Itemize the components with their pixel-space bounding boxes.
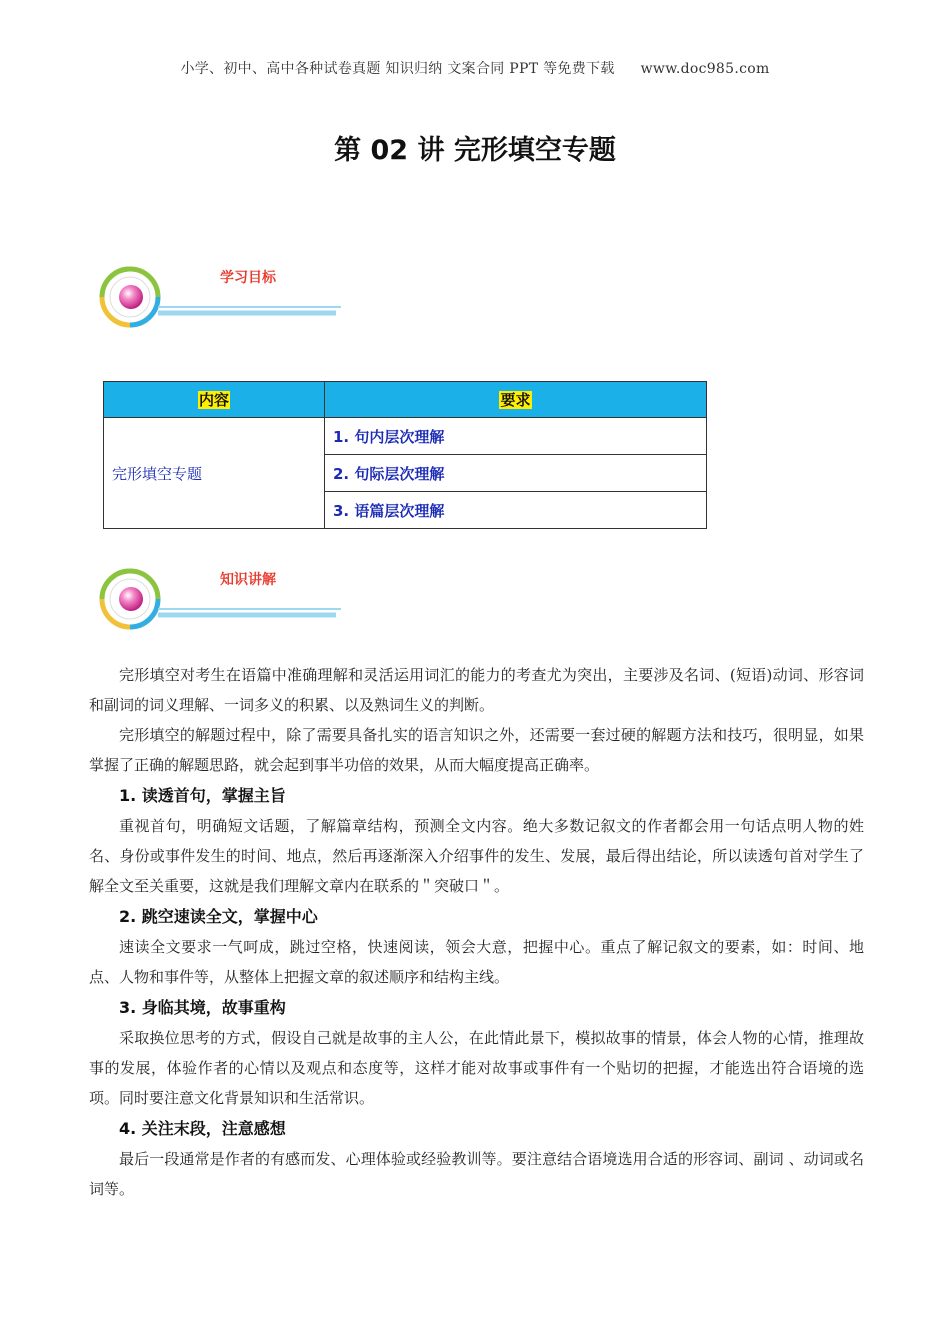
item-paragraph: 采取换位思考的方式，假设自己就是故事的主人公，在此情此景下，模拟故事的情景，体会人物的心情，推理故事的发展，体验作者的心情以及观点和态度等，这样才能对故事或事件有一个贴切的把握，才能选出符合语境的选项。同时要注意文化背景知识和生活常识。 bbox=[89, 1029, 864, 1107]
table-requirement-cell: 1. 句内层次理解 bbox=[325, 418, 707, 455]
table-header-row bbox=[104, 382, 707, 418]
header-text: 小学、初中、高中各种试卷真题 知识归纳 文案合同 PPT 等免费下载 bbox=[180, 61, 615, 77]
section-banner-knowledge bbox=[98, 565, 348, 635]
table-requirement-cell: 2. 句际层次理解 bbox=[325, 455, 707, 492]
table-row bbox=[104, 418, 707, 455]
page-title: 第 02 讲 完形填空专题 bbox=[334, 135, 616, 166]
page-header bbox=[0, 58, 950, 78]
item-heading: 3. 身临其境，故事重构 bbox=[119, 998, 286, 1017]
section-label-knowledge: 知识讲解 bbox=[220, 572, 276, 588]
table-requirement-cell: 3. 语篇层次理解 bbox=[325, 492, 707, 529]
intro-paragraph: 完形填空对考生在语篇中准确理解和灵活运用词汇的能力的考查尤为突出，主要涉及名词、(短语)动词、形容词和副词的词义理解、一词多义的积累、以及熟词生义的判断。 bbox=[89, 666, 864, 714]
intro-paragraph: 完形填空的解题过程中，除了需要具备扎实的语言知识之外，还需要一套过硬的解题方法和技巧，很明显，如果掌握了正确的解题思路，就会起到事半功倍的效果，从而大幅度提高正确率。 bbox=[89, 726, 864, 774]
section-label-goals: 学习目标 bbox=[220, 270, 276, 286]
item-paragraph: 最后一段通常是作者的有感而发、心理体验或经验教训等。要注意结合语境选用合适的形容词、副词 、动词或名词等。 bbox=[89, 1150, 864, 1198]
item-heading: 4. 关注末段，注意感想 bbox=[119, 1119, 286, 1138]
item-paragraph: 重视首句，明确短文话题，了解篇章结构，预测全文内容。绝大多数记叙文的作者都会用一句话点明人物的姓名、身份或事件发生的时间、地点，然后再逐渐深入介绍事件的发生、发展，最后得出结论，所以读透句首对学生了解全文至关重要，这就是我们理解文章内在联系的＂突破口＂。 bbox=[89, 817, 864, 895]
item-heading: 1. 读透首句，掌握主旨 bbox=[119, 786, 286, 805]
section-banner-goals bbox=[98, 263, 348, 333]
table-header-content: 内容 bbox=[104, 382, 325, 418]
body-text bbox=[89, 660, 864, 1204]
table-header-requirements: 要求 bbox=[325, 382, 707, 418]
item-paragraph: 速读全文要求一气呵成，跳过空格，快速阅读，领会大意，把握中心。重点了解记叙文的要素，如：时间、地点、人物和事件等，从整体上把握文章的叙述顺序和结构主线。 bbox=[89, 938, 864, 986]
header-url[interactable]: www.doc985.com bbox=[640, 61, 770, 77]
table-content-cell: 完形填空专题 bbox=[104, 418, 325, 529]
requirements-table bbox=[103, 381, 707, 529]
item-heading: 2. 跳空速读全文，掌握中心 bbox=[119, 907, 318, 926]
